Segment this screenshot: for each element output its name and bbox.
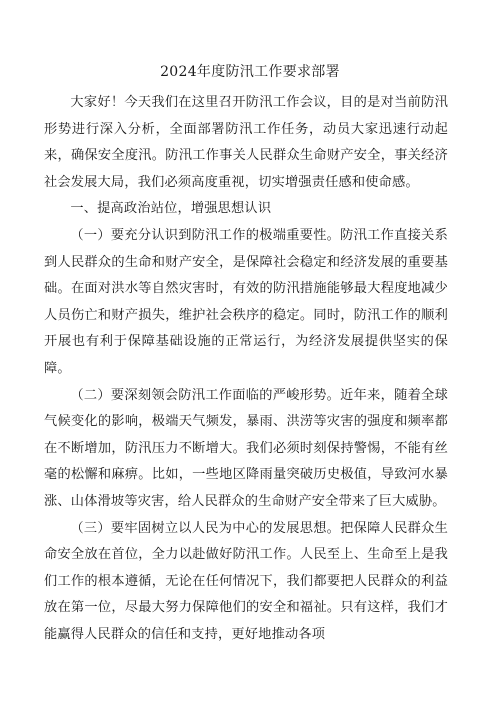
intro-paragraph: 大家好！今天我们在这里召开防汛工作会议，目的是对当前防汛形势进行深入分析，全面部署防汛工作任务，动员大家迅速行动起来，确保安全度汛。防汛工作事关人民群众生命财产安全，事关经济社会发展大局，我们必须高度重视，切实增强责任感和使命感。 <box>44 95 448 190</box>
document-title: 2024年度防汛工作要求部署 <box>160 64 340 80</box>
paragraph-1: （一）要充分认识到防汛工作的极端重要性。防汛工作直接关系到人民群众的生命和财产安全，是保障社会稳定和经济发展的重要基础。在面对洪水等自然灾害时，有效的防汛措施能够最大程度地减少人员伤亡和财产损失，维护社会秩序的稳定。同时，防汛工作的顺利开展也有利于保障基础设施的正常运行，为经济发展提供坚实的保障。 <box>44 227 448 376</box>
paragraph-3: （三）要牢固树立以人民为中心的发展思想。把保障人民群众生命安全放在首位，全力以赴做好防汛工作。人民至上、生命至上是我们工作的根本遵循，无论在任何情况下，我们都要把人民群众的利益放在第一位，尽最大努力保障他们的安全和福祉。只有这样，我们才能赢得人民群众的信任和支持，更好地推动各项 <box>44 520 448 642</box>
paragraph-2: （二）要深刻领会防汛工作面临的严峻形势。近年来，随着全球气候变化的影响，极端天气频发，暴雨、洪涝等灾害的强度和频率都在不断增加，防汛压力不断增大。我们必须时刻保持警惕，不能有丝毫的松懈和麻痹。比如，一些地区降雨量突破历史极值，导致河水暴涨、山体滑坡等灾害，给人民群众的生命财产安全带来了巨大威胁。 <box>44 387 448 509</box>
section-heading-1: 一、提高政治站位，增强思想认识 <box>70 201 272 217</box>
